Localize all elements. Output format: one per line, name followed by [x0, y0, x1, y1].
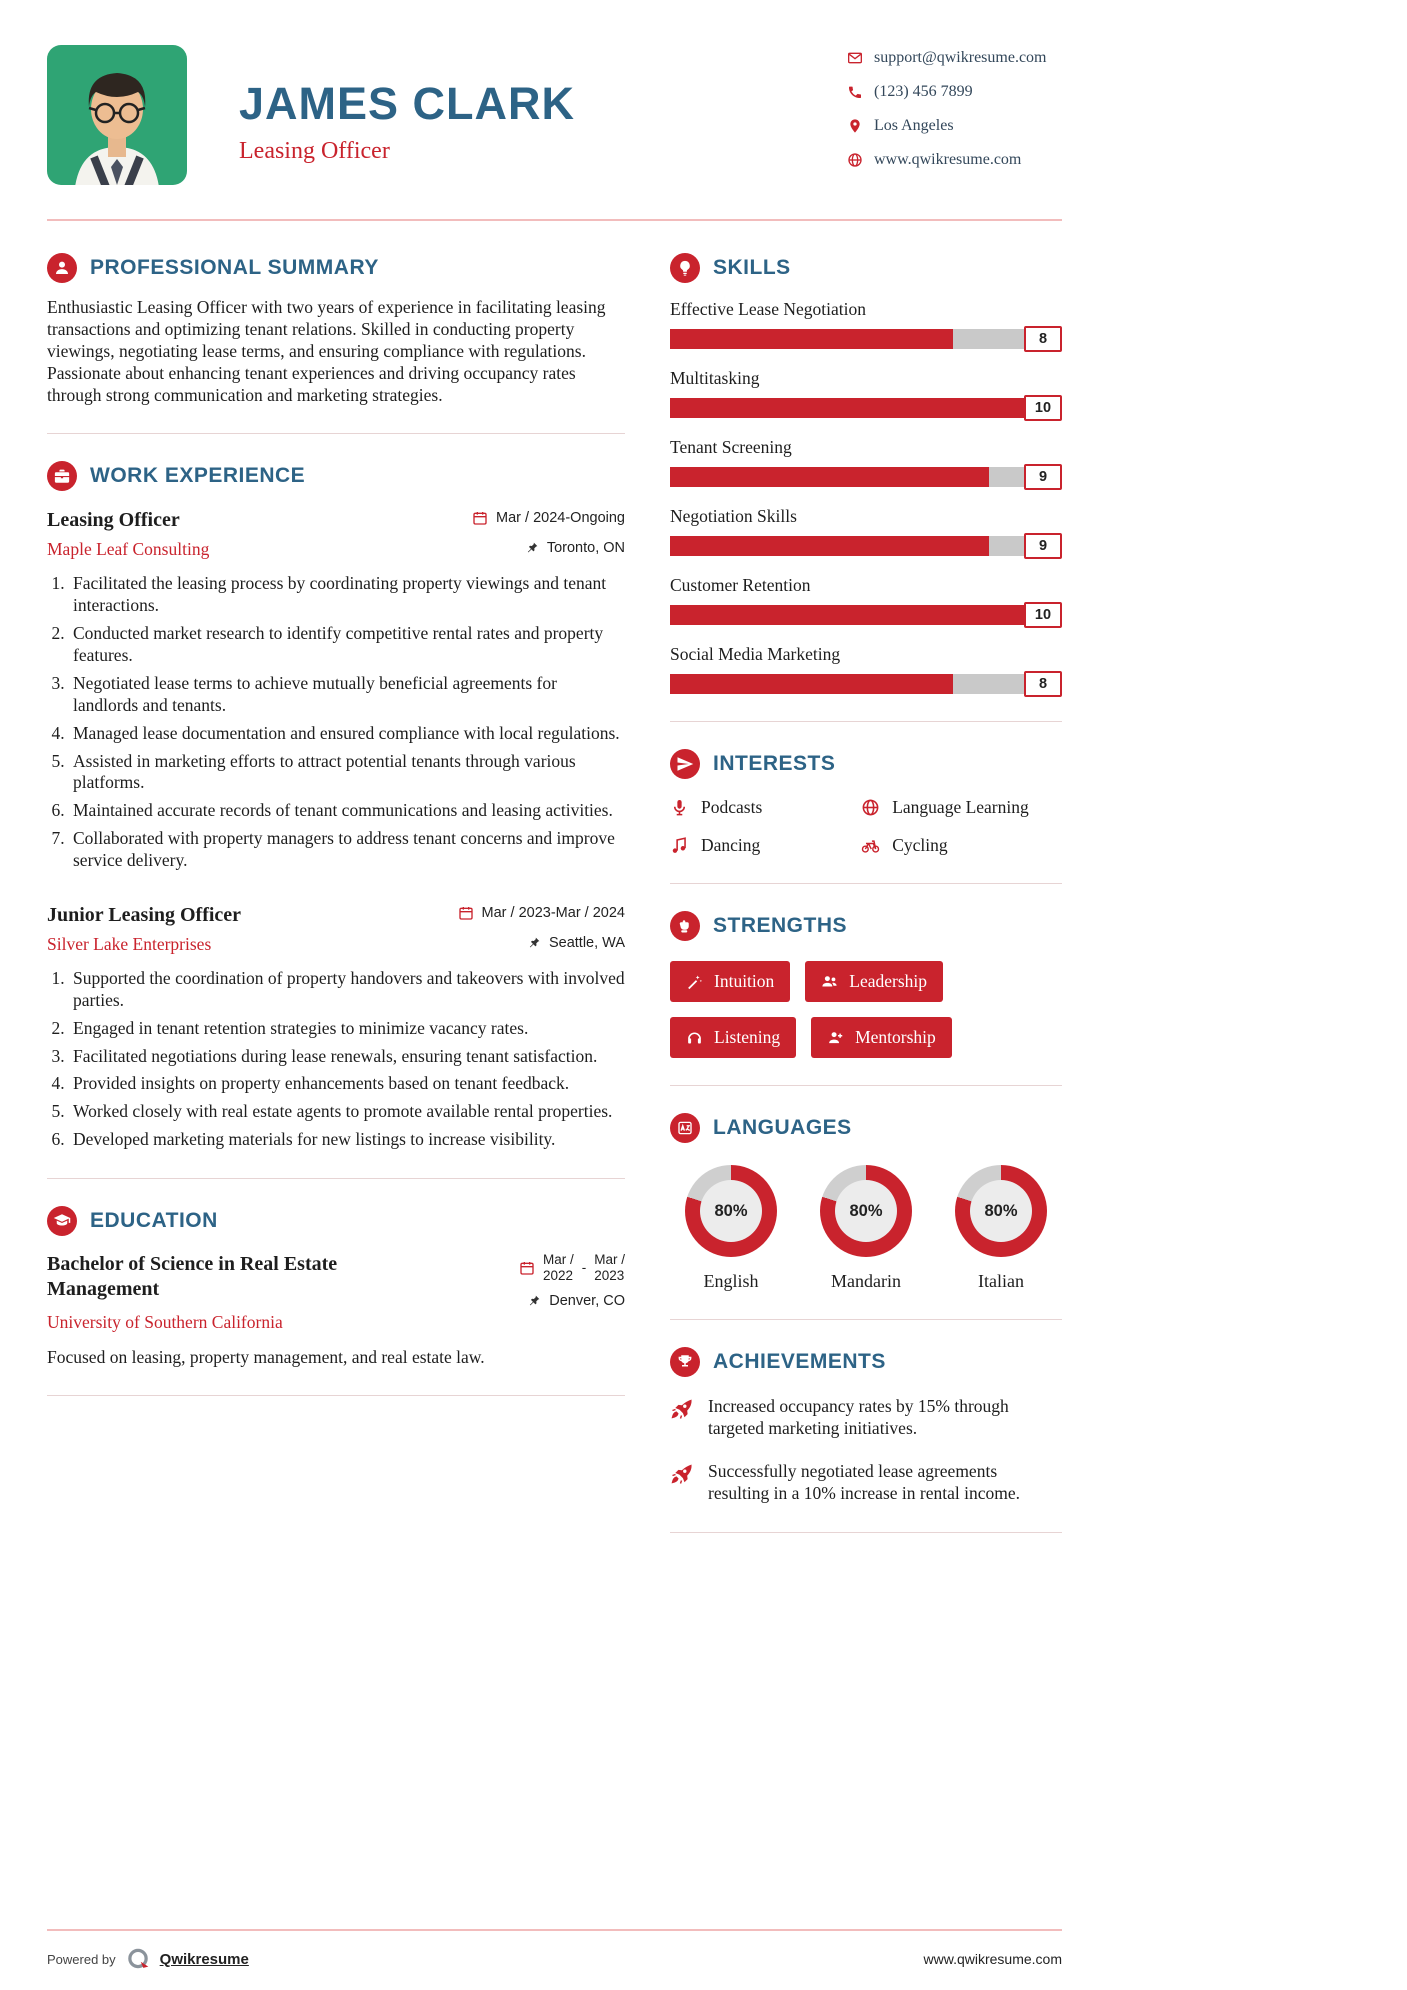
interest-label: Cycling [892, 835, 948, 855]
education-location-text: Denver, CO [549, 1293, 625, 1310]
microphone-icon [670, 798, 689, 817]
education-note: Focused on leasing, property management, and real estate law. [47, 1347, 485, 1367]
section-divider [670, 1532, 1062, 1533]
strength-label: Intuition [714, 971, 775, 991]
job-bullet-list [47, 968, 625, 1151]
skill-label: Tenant Screening [670, 437, 792, 457]
achievement-item [670, 1460, 1062, 1505]
trophy-icon [670, 1347, 700, 1377]
date-end-month: Mar / [594, 1252, 625, 1267]
experience-bullet: 5. Assisted in marketing efforts to attract potential tenants through various platforms. [69, 751, 625, 795]
right-column [670, 253, 1062, 1560]
job-location: Toronto, ON [546, 540, 625, 557]
bicycle-icon [861, 836, 880, 855]
calendar-icon [519, 1260, 535, 1276]
powered-by-label: Powered by [47, 1951, 116, 1967]
skill-item [670, 575, 1062, 625]
language-donut-chart [955, 1165, 1047, 1257]
translate-icon [670, 1113, 700, 1143]
job-title: Junior Leasing Officer [47, 903, 242, 926]
interest-item [861, 797, 1062, 818]
skill-bar [670, 467, 1062, 487]
language-percent: 80% [700, 1180, 762, 1242]
briefcase-icon [47, 461, 77, 491]
music-note-icon [670, 836, 689, 855]
skill-bar-track [670, 536, 1024, 556]
footer [47, 1929, 1062, 1972]
job-dates: Mar / 2023-Mar / 2024 [481, 904, 625, 921]
experience-bullet: 5. Worked closely with real estate agents to promote available rental properties. [69, 1101, 625, 1123]
job-dates: Mar / 2024-Ongoing [496, 510, 625, 527]
skills-heading: SKILLS [713, 256, 791, 279]
globe-icon [847, 152, 863, 168]
strength-chip [805, 961, 943, 1002]
section-interests [670, 749, 1062, 856]
contact-website[interactable] [847, 151, 1062, 169]
footer-website: www.qwikresume.com [923, 1951, 1062, 1967]
map-pin-icon [847, 118, 863, 134]
skill-bar-track [670, 605, 1024, 625]
language-donut-chart [685, 1165, 777, 1257]
section-work-experience [47, 461, 625, 1151]
skill-label: Effective Lease Negotiation [670, 299, 866, 319]
language-item [946, 1165, 1056, 1292]
section-professional-summary [47, 253, 625, 406]
candidate-role: Leasing Officer [239, 138, 390, 164]
rocket-icon [670, 1462, 694, 1486]
job-company: Maple Leaf Consulting [47, 539, 210, 560]
person-plus-icon [827, 1029, 844, 1046]
left-column [47, 253, 625, 1560]
achievement-item [670, 1395, 1062, 1440]
job-entry [47, 904, 625, 1151]
skill-bar [670, 674, 1062, 694]
contact-website-text: www.qwikresume.com [874, 151, 1022, 168]
school-name: University of Southern California [47, 1312, 283, 1332]
language-item [811, 1165, 921, 1292]
experience-bullet: 6. Maintained accurate records of tenant communications and leasing activities. [69, 800, 625, 822]
skill-label: Negotiation Skills [670, 506, 797, 526]
section-strengths [670, 911, 1062, 1058]
language-donut-chart [820, 1165, 912, 1257]
experience-bullet: 1. Facilitated the leasing process by coordinating property viewings and tenant interactions. [69, 573, 625, 617]
skill-item [670, 437, 1062, 487]
strength-label: Listening [714, 1027, 781, 1047]
skill-item [670, 506, 1062, 556]
skill-bar [670, 329, 1062, 349]
skill-item [670, 299, 1062, 349]
job-title: Leasing Officer [47, 509, 180, 532]
qwikresume-brand-link[interactable]: Qwikresume [159, 1950, 249, 1968]
skill-bar-fill [670, 398, 1024, 418]
skill-rating-badge: 10 [1024, 395, 1062, 421]
experience-bullet: 2. Engaged in tenant retention strategies to minimize vacancy rates. [69, 1018, 625, 1040]
header-divider [47, 219, 1062, 221]
experience-bullet: 2. Conducted market research to identify competitive rental rates and property features. [69, 623, 625, 667]
language-percent: 80% [970, 1180, 1032, 1242]
section-divider [47, 1395, 625, 1396]
interest-label: Dancing [701, 835, 761, 855]
strength-chip [811, 1017, 952, 1058]
candidate-name: JAMES CLARK [239, 78, 576, 129]
skill-label: Social Media Marketing [670, 644, 841, 664]
header [47, 45, 1062, 185]
magic-wand-icon [686, 973, 703, 990]
achievements-list [670, 1395, 1062, 1505]
degree-title: Bachelor of Science in Real Estate Management [47, 1253, 338, 1300]
skill-rating-badge: 9 [1024, 533, 1062, 559]
contact-block [847, 45, 1062, 185]
calendar-icon [472, 510, 488, 526]
experience-bullet: 1. Supported the coordination of property handovers and takeovers with involved parties. [69, 968, 625, 1012]
skill-rating-badge: 10 [1024, 602, 1062, 628]
skill-bar-fill [670, 536, 989, 556]
users-icon [821, 973, 838, 990]
pushpin-icon [527, 1294, 541, 1308]
skill-bar-track [670, 467, 1024, 487]
contact-phone [847, 83, 1062, 101]
skill-bar-fill [670, 467, 989, 487]
graduation-cap-icon [47, 1206, 77, 1236]
interest-item [670, 797, 861, 818]
skill-bar-track [670, 329, 1024, 349]
contact-phone-text: (123) 456 7899 [874, 83, 973, 100]
job-entry [47, 509, 625, 872]
skill-label: Customer Retention [670, 575, 811, 595]
experience-bullet: 6. Developed marketing materials for new listings to increase visibility. [69, 1129, 625, 1151]
date-end-year: 2023 [594, 1267, 625, 1283]
strengths-heading: STRENGTHS [713, 914, 848, 937]
date-start-year: 2022 [542, 1267, 574, 1283]
phone-icon [847, 84, 863, 100]
skill-bar-fill [670, 605, 1024, 625]
avatar-illustration [47, 45, 187, 185]
summary-text: Enthusiastic Leasing Officer with two years of experience in facilitating leasing transactions and optimizing tenant relations. Skilled in conducting property viewings, negotiating lease terms, and ensuring compliance with regulations. Passionate about enhancing tenant experiences and driving occupancy rates through strong communication and marketing strategies. [47, 297, 606, 405]
achievements-heading: ACHIEVEMENTS [713, 1350, 886, 1373]
skill-rating-badge: 9 [1024, 464, 1062, 490]
work-heading: WORK EXPERIENCE [90, 464, 306, 488]
rocket-icon [670, 1397, 694, 1421]
interests-list [670, 797, 1062, 856]
headphones-icon [686, 1029, 703, 1046]
skill-bar-fill [670, 674, 953, 694]
skill-rating-badge: 8 [1024, 326, 1062, 352]
interest-item [861, 835, 1062, 856]
contact-location [847, 117, 1062, 135]
calendar-icon [458, 905, 474, 921]
strength-label: Leadership [849, 971, 928, 991]
interest-item [670, 835, 861, 856]
experience-bullet: 4. Managed lease documentation and ensured compliance with local regulations. [69, 723, 625, 745]
section-achievements [670, 1347, 1062, 1505]
skill-item [670, 368, 1062, 418]
achievement-text: Increased occupancy rates by 15% through targeted marketing initiatives. [708, 1396, 1009, 1439]
section-divider [670, 721, 1062, 722]
section-divider [47, 433, 625, 434]
paper-plane-icon [670, 749, 700, 779]
skill-bar [670, 398, 1062, 418]
strengths-list [670, 961, 1062, 1058]
fist-icon [670, 911, 700, 941]
qwikresume-logo-icon [125, 1946, 151, 1972]
languages-heading: LANGUAGES [713, 1116, 852, 1139]
experience-bullet: 4. Provided insights on property enhancements based on tenant feedback. [69, 1073, 625, 1095]
job-company: Silver Lake Enterprises [47, 933, 212, 954]
education-entry [47, 1252, 625, 1333]
language-label: English [703, 1271, 759, 1291]
language-label: Mandarin [831, 1271, 901, 1291]
interests-heading: INTERESTS [713, 752, 836, 775]
education-location [527, 1293, 625, 1309]
section-divider [670, 1319, 1062, 1320]
skills-list [670, 299, 1062, 694]
skill-rating-badge: 8 [1024, 671, 1062, 697]
interest-label: Language Learning [892, 797, 1029, 817]
interest-label: Podcasts [701, 797, 763, 817]
date-separator: - [581, 1260, 587, 1276]
section-education [47, 1206, 625, 1368]
person-icon [47, 253, 77, 283]
languages-list [670, 1165, 1062, 1292]
skill-label: Multitasking [670, 368, 760, 388]
experience-bullet: 3. Negotiated lease terms to achieve mutually beneficial agreements for landlords and tenants. [69, 673, 625, 717]
language-label: Italian [978, 1271, 1024, 1291]
contact-location-text: Los Angeles [874, 117, 954, 134]
date-start-month: Mar / [542, 1252, 574, 1267]
skill-item [670, 644, 1062, 694]
job-location: Seattle, WA [548, 934, 625, 951]
skill-bar [670, 536, 1062, 556]
contact-email-text: support@qwikresume.com [874, 49, 1047, 66]
section-divider [47, 1178, 625, 1179]
skill-bar-fill [670, 329, 953, 349]
strength-chip [670, 961, 790, 1002]
experience-bullet: 3. Facilitated negotiations during lease renewals, ensuring tenant satisfaction. [69, 1046, 625, 1068]
language-item [676, 1165, 786, 1292]
skill-bar-track [670, 674, 1024, 694]
skill-bar-track [670, 398, 1024, 418]
section-skills [670, 253, 1062, 694]
job-bullet-list [47, 573, 625, 872]
summary-heading: PROFESSIONAL SUMMARY [90, 256, 379, 279]
education-dates [519, 1252, 625, 1283]
envelope-icon [847, 50, 863, 66]
language-percent: 80% [835, 1180, 897, 1242]
achievement-text: Successfully negotiated lease agreements resulting in a 10% increase in rental income. [708, 1460, 1020, 1504]
profile-photo [47, 45, 187, 185]
contact-email[interactable] [847, 49, 1062, 67]
strength-chip [670, 1017, 796, 1058]
experience-bullet: 7. Collaborated with property managers to address tenant concerns and improve service delivery. [69, 828, 625, 872]
skill-bar [670, 605, 1062, 625]
section-divider [670, 1085, 1062, 1086]
education-heading: EDUCATION [90, 1209, 218, 1232]
strength-label: Mentorship [855, 1027, 936, 1047]
section-languages [670, 1113, 1062, 1292]
lightbulb-icon [670, 253, 700, 283]
section-divider [670, 883, 1062, 884]
globe-icon [861, 798, 880, 817]
pushpin-icon [527, 936, 541, 950]
pushpin-icon [525, 541, 539, 555]
